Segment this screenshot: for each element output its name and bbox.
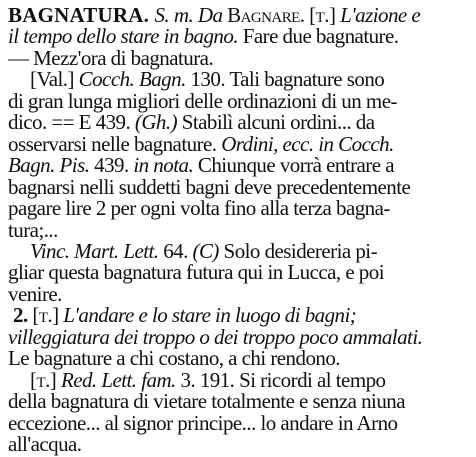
entry-text: t. (36, 367, 50, 392)
entry-text: gliar questa bagnatura futura qui in Lucca, e poi (8, 260, 384, 285)
entry-line-21 (8, 431, 476, 457)
entry-text: Ordini, ecc. in Cocch. (221, 131, 394, 156)
entry-text: (C) (192, 238, 219, 263)
entry-text: ] (328, 3, 341, 27)
entry-text: in nota. (133, 153, 194, 178)
entry-text: 439. (89, 153, 134, 178)
entry-text: tura;... (8, 217, 58, 242)
entry-text: ] (52, 303, 64, 328)
entry-text: della bagnatura di vietare totalmente e senza niuna (8, 389, 406, 414)
entry-text: Stabilì alcuni ordini... da (177, 110, 375, 135)
entry-text: Vinc. Mart. Lett. (30, 238, 159, 263)
entry-text: t. (38, 303, 53, 328)
entry-text: ] (49, 367, 61, 392)
entry-text: di gran lunga migliori delle ordinazioni di un me- (8, 88, 397, 113)
entry-text: all'acqua. (8, 432, 82, 456)
entry-text: Cocch. Bagn. (78, 67, 186, 92)
entry-text: Solo desidereria pi- (218, 238, 378, 263)
entry-text: Fare due bagnature. (238, 24, 399, 49)
entry-text: L'azione e (340, 3, 421, 27)
entry-text: L'andare e lo stare in luogo di bagni; (63, 303, 357, 328)
entry-text: . [ (299, 3, 316, 27)
entry-text: osservarsi nelle bagnature. (8, 131, 222, 156)
entry-text: Le bagnature a chi costano, a chi rendono. (8, 346, 341, 371)
entry-text: — Mezz'ora di bagnatura. (8, 45, 214, 70)
entry-text: pagare lire 2 per ogni volta fino alla terza bagna- (8, 196, 390, 221)
entry-text: venire. (8, 281, 62, 306)
entry-text: 64. (158, 238, 193, 263)
entry-text: S. m. Da (154, 3, 228, 27)
entry-text: (Gh.) (134, 110, 178, 135)
entry-text: [ (30, 367, 37, 392)
entry-text: Chiunque vorrà entrare a (193, 153, 394, 178)
entry-text: bagnarsi nelli suddetti bagni deve precedentemente (8, 174, 411, 199)
entry-text: 3. 191. Si ricordi al tempo (175, 367, 386, 392)
entry-text: eccezione... al signor principe... lo andare in Arno (8, 410, 398, 435)
entry-text: t. (315, 3, 329, 27)
headword: BAGNATURA. (8, 3, 155, 27)
entry-text: Bagn. Pis. (8, 153, 90, 178)
entry-text: Bagnare (227, 3, 300, 27)
entry-text: [Val.] (30, 67, 79, 92)
entry-text: il tempo dello stare in bagno. (8, 24, 239, 49)
entry-text: 2. (13, 303, 28, 328)
entry-text: 130. Tali bagnature sono (185, 67, 385, 92)
entry-text: villeggiatura dei troppo o dei troppo poco ammalati. (8, 324, 423, 349)
entry-text: dico. == E 439. (8, 110, 135, 135)
entry-text: [ (27, 303, 39, 328)
entry-text: Red. Lett. fam. (60, 367, 176, 392)
